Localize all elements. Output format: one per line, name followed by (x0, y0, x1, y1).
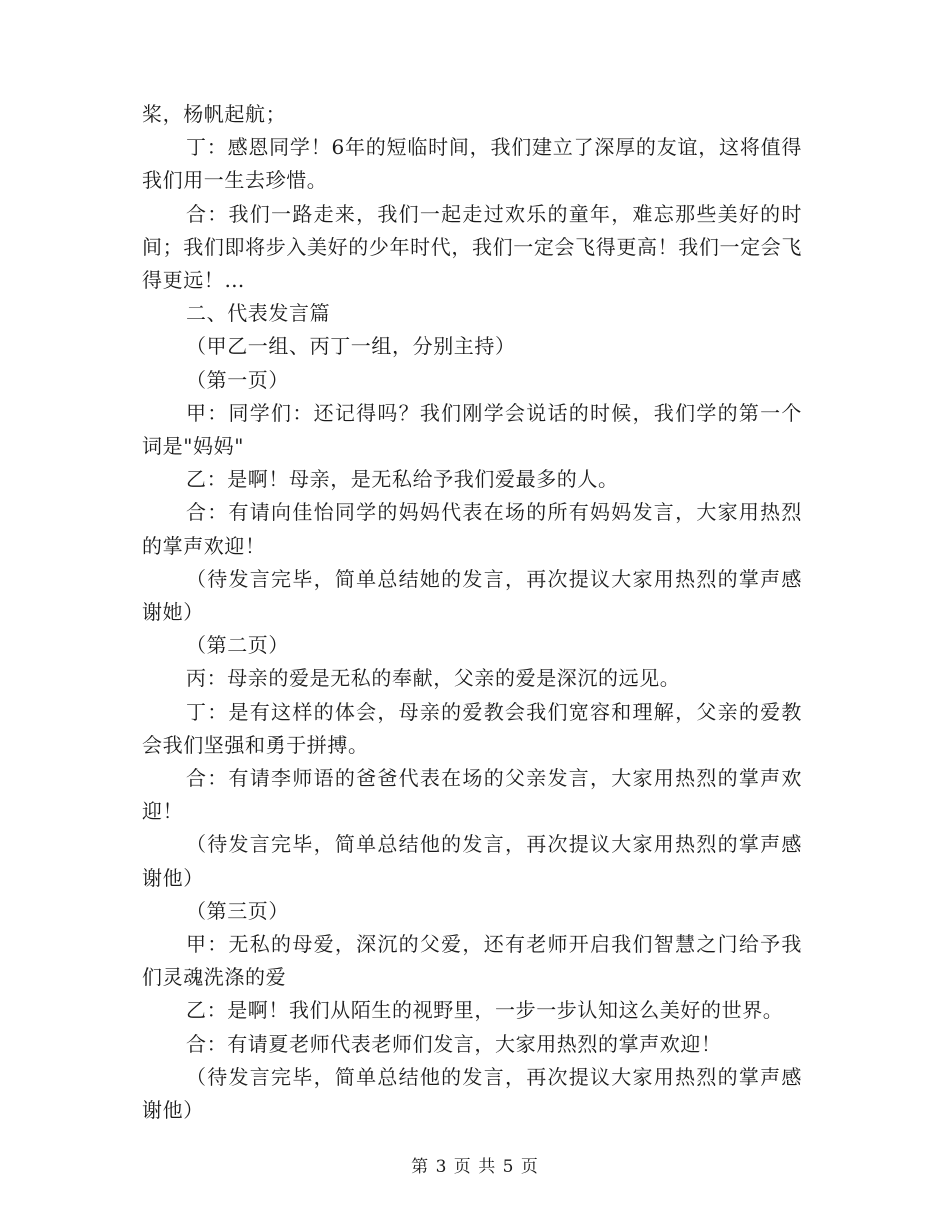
paragraph: 丁：感恩同学！6年的短临时间，我们建立了深厚的友谊，这将值得我们用一生去珍惜。 (142, 135, 802, 193)
paragraph: 桨，杨帆起航； (142, 102, 287, 126)
paragraph: 丙：母亲的爱是无私的奉献，父亲的爱是深沉的远见。 (186, 666, 681, 691)
stage-direction: （待发言完毕，简单总结他的发言，再次提议大家用热烈的掌声感谢他） (142, 1064, 802, 1123)
page-marker: （第三页） (186, 898, 289, 923)
paragraph: 合：有请李师语的爸爸代表在场的父亲发言，大家用热烈的掌声欢迎！ (142, 766, 802, 824)
paragraph: 乙：是啊！我们从陌生的视野里，一步一步认知这么美好的世界。 (186, 998, 784, 1023)
section-heading: 二、代表发言篇 (186, 301, 331, 326)
document-body (142, 98, 802, 1127)
paragraph: 合：有请夏老师代表老师们发言，大家用热烈的掌声欢迎！ (186, 1031, 722, 1056)
paragraph: 乙：是啊！母亲，是无私给予我们爱最多的人。 (186, 467, 619, 492)
paragraph: （甲乙一组、丙丁一组，分别主持） (186, 334, 516, 359)
stage-direction: （待发言完毕，简单总结她的发言，再次提议大家用热烈的掌声感谢她） (142, 566, 802, 625)
paragraph: 丁：是有这样的体会，母亲的爱教会我们宽容和理解，父亲的爱教会我们坚强和勇于拼搏。 (142, 699, 802, 757)
paragraph: 合：有请向佳怡同学的妈妈代表在场的所有妈妈发言，大家用热烈的掌声欢迎！ (142, 500, 802, 558)
paragraph: 合：我们一路走来，我们一起走过欢乐的童年，难忘那些美好的时间；我们即将步入美好的少年时代，我们一定会飞得更高！我们一定会飞得更远！… (142, 201, 802, 293)
page-marker: （第一页） (186, 367, 289, 392)
paragraph: 甲：同学们：还记得吗？我们刚学会说话的时候，我们学的第一个词是"妈妈" (142, 400, 802, 459)
paragraph: 甲：无私的母爱，深沉的父爱，还有老师开启我们智慧之门给予我们灵魂洗涤的爱 (142, 932, 802, 990)
page-footer: 第 3 页 共 5 页 (411, 1157, 539, 1177)
stage-direction: （待发言完毕，简单总结他的发言，再次提议大家用热烈的掌声感谢他） (142, 832, 802, 890)
page-marker: （第二页） (186, 633, 289, 658)
